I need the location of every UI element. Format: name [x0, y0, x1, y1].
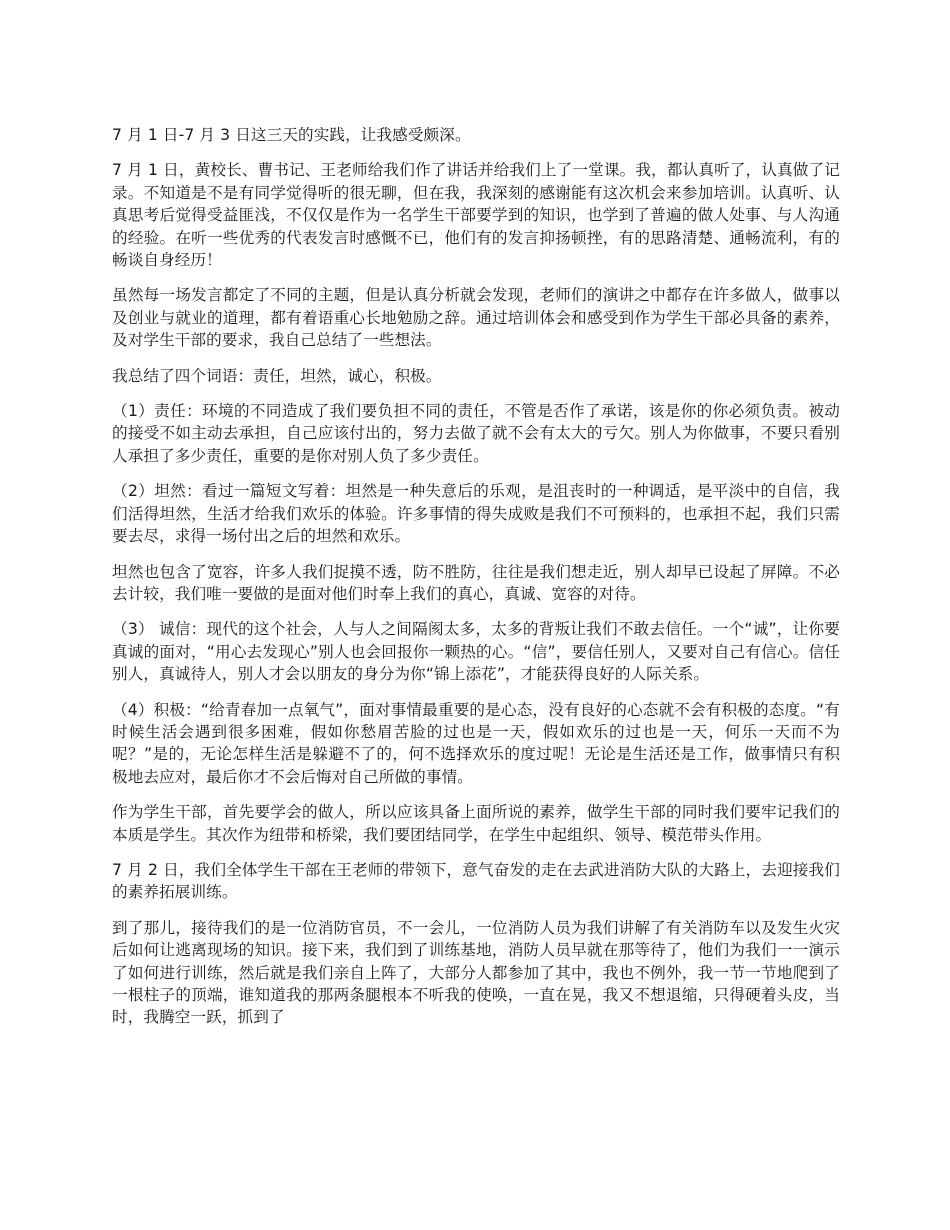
paragraph-student-cadre: 作为学生干部，首先要学会的做人，所以应该具备上面所说的素养，做学生干部的同时我们要牢记我们的本质是学生。其次作为纽带和桥梁，我们要团结同学，在学生中起组织、领导、模范带头作用。	[112, 803, 840, 844]
paragraph-tolerance: 坦然也包含了宽容，许多人我们捉摸不透，防不胜防，往往是我们想走近，别人却早已设起了屏障。不必去计较，我们唯一要做的是面对他们时奉上我们的真心，真诚、宽容的对待。	[112, 562, 840, 603]
paragraph-fire-brigade: 到了那儿，接待我们的是一位消防官员，不一会儿，一位消防人员为我们讲解了有关消防车以及发生火灾后如何让逃离现场的知识。接下来，我们到了训练基地，消防人员早就在那等待了，他们为我们一一演示了如何进行训练，然后就是我们亲自上阵了，大部分人都参加了其中，我也不例外，我一节一节地爬到了一根柱子的顶端，谁知道我的那两条腿根本不听我的使唤，一直在晃，我又不想退缩，只得硬着头皮，当时，我腾空一跃，抓到了	[112, 918, 840, 1027]
paragraph-responsibility: （1）责任：环境的不同造成了我们要负担不同的责任，不管是否作了承诺，该是你的你必须负责。被动的接受不如主动去承担，自己应该付出的，努力去做了就不会有太大的亏欠。别人为你做事，不要只看别人承担了多少责任，重要的是你对别人负了多少责任。	[112, 402, 840, 465]
paragraph-intro: 7 月 1 日-7 月 3 日这三天的实践，让我感受颇深。	[112, 126, 471, 144]
paragraph-july-1: 7 月 1 日，黄校长、曹书记、王老师给我们作了讲话并给我们上了一堂课。我，都认真听了，认真做了记录。不知道是不是有同学觉得听的很无聊，但在我，我深刻的感谢能有这次机会来参加培训。认真听、认真思考后觉得受益匪浅，不仅仅是作为一名学生干部要学到的知识，也学到了普遍的做人处事、与人沟通的经验。在听一些优秀的代表发言时感慨不已，他们有的发言抑扬顿挫，有的思路清楚、通畅流利，有的畅谈自身经历！	[112, 161, 840, 270]
paragraph-summary-thoughts: 虽然每一场发言都定了不同的主题，但是认真分析就会发现，老师们的演讲之中都存在许多做人，做事以及创业与就业的道理，都有着语重心长地勉励之辞。通过培训体会和感受到作为学生干部必具备的素养，及对学生干部的要求，我自己总结了一些想法。	[112, 286, 840, 350]
paragraph-integrity: （3） 诚信：现代的这个社会，人与人之间隔阂太多，太多的背叛让我们不敢去信任。一个“诚”，让你要真诚的面对，“用心去发现心”别人也会回报你一颗热的心。“信”，要信任别人，又要对自己有信心。信任别人，真诚待人，别人才会以朋友的身分为你“锦上添花”，才能获得良好的人际关系。	[112, 620, 840, 684]
document-body	[112, 124, 840, 1029]
paragraph-july-2: 7 月 2 日，我们全体学生干部在王老师的带领下，意气奋发的走在去武进消防大队的大路上，去迎接我们的素养拓展训练。	[112, 860, 840, 902]
paragraph-calmness: （2）坦然：看过一篇短文写着：坦然是一种失意后的乐观，是沮丧时的一种调适，是平淡中的自信，我们活得坦然，生活才给我们欢乐的体验。许多事情的得失成败是我们不可预料的，也承担不起，我们只需要去尽，求得一场付出之后的坦然和欢乐。	[112, 482, 840, 546]
paragraph-positivity: （4）积极：“给青春加一点氧气”，面对事情最重要的是心态，没有良好的心态就不会有积极的态度。“有时候生活会遇到很多困难，假如你愁眉苦脸的过也是一天，假如欢乐的过也是一天，何乐一天而不为呢？”是的，无论怎样生活是躲避不了的，何不选择欢乐的度过呢！无论是生活还是工作，做事情只有积极地去应对，最后你才不会后悔对自己所做的事情。	[112, 700, 840, 786]
paragraph-four-words: 我总结了四个词语：责任，坦然，诚心，积极。	[112, 366, 442, 385]
